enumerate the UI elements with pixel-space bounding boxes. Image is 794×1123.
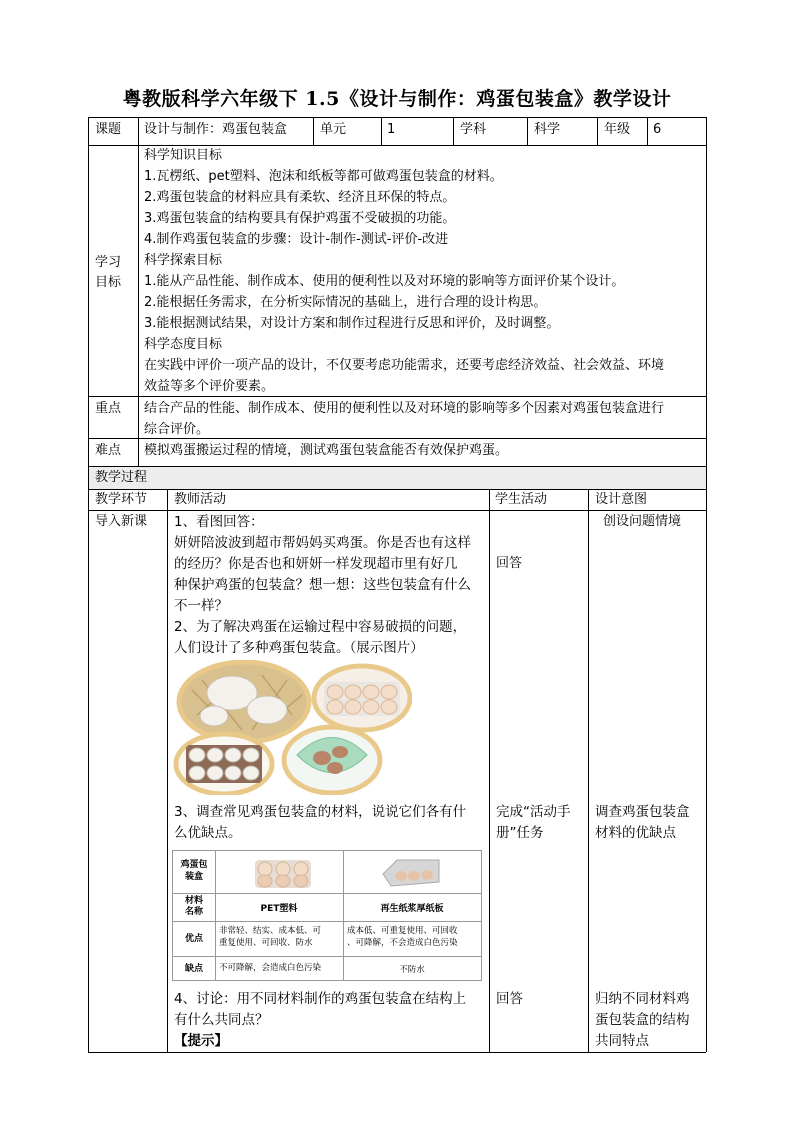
egg-packaging-photos <box>172 660 412 795</box>
pet-box-image <box>253 854 313 890</box>
unit-value: 1 <box>387 122 396 137</box>
difficulty-text: 模拟鸡蛋搬运过程的情境，测试鸡蛋包装盒能否有效保护鸡蛋。 <box>144 443 509 458</box>
key-point-line-1: 结合产品的性能、制作成本、使用的便利性以及对环境的影响等多个因素对鸡蛋包装盒进行 <box>144 401 665 416</box>
key-point-label: 重点 <box>95 401 122 416</box>
objectives-label-2: 目标 <box>95 275 122 290</box>
material-comparison-table <box>172 850 482 981</box>
student-activity-4: 回答 <box>496 991 523 1007</box>
row-pros-label: 优点 <box>184 934 203 944</box>
green-tray-photo <box>284 727 380 793</box>
design-intent-1: 创设问题情境 <box>603 514 682 529</box>
stage-intro: 导入新课 <box>95 514 148 529</box>
student-activity-1: 回答 <box>496 556 523 571</box>
grade-value: 6 <box>653 122 662 137</box>
paper-name: 再生纸浆厚纸板 <box>380 904 444 914</box>
topic-value: 设计与制作：鸡蛋包装盒 <box>144 122 288 137</box>
unit-label: 单元 <box>320 122 347 137</box>
row-material-label: 材料 名称 <box>184 896 203 917</box>
topic-label: 课题 <box>95 122 122 137</box>
key-point-line-2: 综合评价。 <box>144 422 210 437</box>
pet-pros: 非常轻、结实、成本低、可 重复使用、可回收、防水 <box>219 926 322 948</box>
col-teacher: 教师活动 <box>174 492 227 507</box>
paper-box-image <box>379 854 443 890</box>
col-stage: 教学环节 <box>95 492 148 507</box>
subject-label: 学科 <box>460 122 487 137</box>
plastic-tray-photo <box>314 666 410 730</box>
grade-label: 年级 <box>604 122 631 137</box>
objectives-label-1: 学习 <box>95 255 122 270</box>
col-design: 设计意图 <box>595 492 648 507</box>
pet-name: PET塑料 <box>260 904 298 914</box>
foam-tray-photo <box>176 734 272 794</box>
subject-value: 科学 <box>534 122 561 137</box>
paper-pros: 成本低、可重复使用、可回收 、可降解，不会造成白色污染 <box>347 926 458 948</box>
row-cons-label: 缺点 <box>184 964 203 974</box>
col-student: 学生活动 <box>495 492 548 507</box>
row-box-label: 鸡蛋包 装盒 <box>180 860 208 882</box>
difficulty-label: 难点 <box>95 443 122 458</box>
pet-cons: 不可降解，会造成白色污染 <box>219 963 322 973</box>
paper-cons: 不防水 <box>399 965 425 975</box>
process-section-label: 教学过程 <box>95 470 148 485</box>
document-title: 粤教版科学六年级下 1.5《设计与制作：鸡蛋包装盒》教学设计 <box>122 88 672 110</box>
straw-egg-photo <box>179 662 309 742</box>
